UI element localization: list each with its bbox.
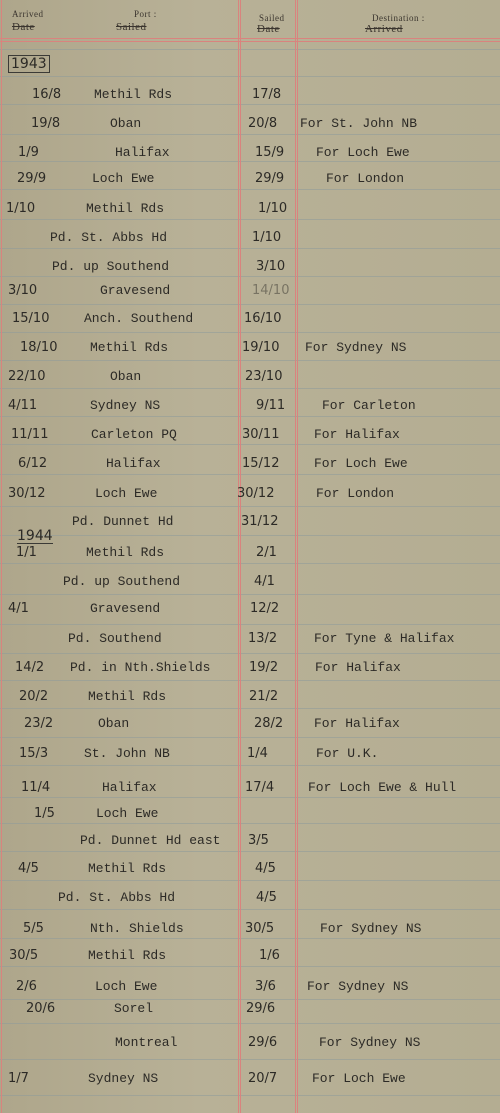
ruled-line: [0, 823, 500, 824]
sailed-date: 30/11: [242, 427, 280, 442]
arrived-date: 15/3: [19, 746, 49, 761]
port-name: Pd. St. Abbs Hd: [50, 230, 168, 245]
destination: For Loch Ewe & Hull: [308, 780, 457, 795]
column-divider-left: [238, 0, 239, 1113]
arrived-date: 22/10: [8, 369, 46, 384]
port-name: Gravesend: [100, 283, 171, 298]
destination: For Halifax: [315, 660, 401, 675]
sailed-date: 3/5: [248, 833, 269, 848]
ruled-line: [0, 1023, 500, 1024]
ruled-line: [0, 416, 500, 417]
ruled-line: [0, 276, 500, 277]
sailed-date: 29/6: [246, 1001, 276, 1016]
header-port: Port :: [134, 9, 157, 19]
ruled-line: [0, 76, 500, 77]
destination: For Halifax: [314, 716, 400, 731]
column-divider-right-double: [297, 0, 298, 1113]
destination: For London: [316, 486, 395, 501]
sailed-date: 17/4: [245, 780, 275, 795]
port-name: Methil Rds: [88, 689, 167, 704]
sailed-date: 31/12: [241, 514, 279, 529]
sailed-date: 3/6: [255, 979, 276, 994]
year-1943: 1943: [8, 55, 50, 73]
arrived-date: 18/10: [20, 340, 58, 355]
ruled-line: [0, 134, 500, 135]
port-name: Sydney NS: [90, 398, 161, 413]
ruled-line: [0, 563, 500, 564]
ruled-line: [0, 49, 500, 50]
sailed-date: 3/10: [256, 259, 286, 274]
ruled-line: [0, 444, 500, 445]
destination: For Carleton: [322, 398, 416, 413]
destination: For Sydney NS: [320, 921, 422, 936]
sailed-date: 16/10: [244, 311, 282, 326]
ruled-line: [0, 966, 500, 967]
header-arrived-date: Date: [12, 21, 35, 33]
sailed-date: 1/4: [247, 746, 268, 761]
port-name: Oban: [110, 369, 142, 384]
ruled-line: [0, 594, 500, 595]
sailed-date: 2/1: [256, 545, 277, 560]
port-name: Pd. Dunnet Hd east: [80, 833, 221, 848]
port-name: Methil Rds: [88, 861, 167, 876]
port-name: Carleton PQ: [91, 427, 177, 442]
sailed-date: 28/2: [254, 716, 284, 731]
ruled-line: [0, 219, 500, 220]
port-name: Pd. in Nth.Shields: [70, 660, 211, 675]
ruled-line: [0, 797, 500, 798]
sailed-date: 12/2: [250, 601, 280, 616]
arrived-date: 4/11: [8, 398, 38, 413]
destination: For London: [326, 171, 405, 186]
arrived-date: 23/2: [24, 716, 54, 731]
port-name: Pd. Dunnet Hd: [72, 514, 174, 529]
sailed-date: 1/10: [258, 201, 288, 216]
ruled-line: [0, 248, 500, 249]
ruled-line: [0, 851, 500, 852]
arrived-date: 1/5: [34, 806, 55, 821]
header-sailed-struck: Sailed: [116, 21, 147, 33]
destination: For St. John NB: [300, 116, 418, 131]
ruled-line: [0, 474, 500, 475]
sailed-date: 29/6: [248, 1035, 278, 1050]
destination: For Loch Ewe: [316, 145, 410, 160]
port-name: Pd. St. Abbs Hd: [58, 890, 176, 905]
destination: For Halifax: [314, 427, 400, 442]
port-name: Sorel: [114, 1001, 154, 1016]
sailed-date: 21/2: [249, 689, 279, 704]
ruled-line: [0, 1059, 500, 1060]
arrived-date: 1/9: [18, 145, 39, 160]
sailed-date: 9/11: [256, 398, 286, 413]
port-name: Sydney NS: [88, 1071, 159, 1086]
port-name: Gravesend: [90, 601, 161, 616]
sailed-date: 20/7: [248, 1071, 278, 1086]
sailed-date: 17/8: [252, 87, 282, 102]
ruled-line: [0, 332, 500, 333]
ruled-line: [0, 535, 500, 536]
header-sailed: Sailed: [259, 13, 285, 23]
column-divider-right: [295, 0, 296, 1113]
arrived-date: 16/8: [32, 87, 62, 102]
port-name: Loch Ewe: [92, 171, 155, 186]
year-1944: 1944: [17, 528, 53, 544]
arrived-date: 3/10: [8, 283, 38, 298]
ruled-line: [0, 737, 500, 738]
sailed-date: 15/9: [255, 145, 285, 160]
ruled-line: [0, 304, 500, 305]
margin-line-left: [1, 0, 2, 1113]
destination: For Sydney NS: [305, 340, 407, 355]
arrived-date: 20/2: [19, 689, 49, 704]
arrived-date: 20/6: [26, 1001, 56, 1016]
arrived-date: 4/1: [8, 601, 29, 616]
destination: For Tyne & Halifax: [314, 631, 455, 646]
destination: For U.K.: [316, 746, 379, 761]
port-name: Pd. up Southend: [52, 259, 170, 274]
ruled-line: [0, 909, 500, 910]
header-arrived-struck: Arrived: [365, 23, 403, 35]
arrived-date: 1/1: [16, 545, 37, 560]
ruled-line: [0, 624, 500, 625]
sailed-date: 4/1: [254, 574, 275, 589]
sailed-date: 30/12: [237, 486, 275, 501]
ruled-line: [0, 999, 500, 1000]
arrived-date: 30/12: [8, 486, 46, 501]
sailed-date: 30/5: [245, 921, 275, 936]
ruled-line: [0, 161, 500, 162]
header-rule: [0, 38, 500, 39]
sailed-date: 19/2: [249, 660, 279, 675]
arrived-date: 1/10: [6, 201, 36, 216]
arrived-date: 15/10: [12, 311, 50, 326]
arrived-date: 1/7: [8, 1071, 29, 1086]
port-name: Loch Ewe: [95, 486, 158, 501]
ruled-line: [0, 765, 500, 766]
destination: For Sydney NS: [307, 979, 409, 994]
arrived-date: 5/5: [23, 921, 44, 936]
port-name: Halifax: [102, 780, 157, 795]
port-name: Nth. Shields: [90, 921, 184, 936]
destination: For Loch Ewe: [312, 1071, 406, 1086]
sailed-date: 4/5: [255, 861, 276, 876]
destination: For Loch Ewe: [314, 456, 408, 471]
ruled-line: [0, 653, 500, 654]
arrived-date: 4/5: [18, 861, 39, 876]
sailed-date: 29/9: [255, 171, 285, 186]
port-name: Halifax: [106, 456, 161, 471]
arrived-date: 11/4: [21, 780, 51, 795]
port-name: Loch Ewe: [95, 979, 158, 994]
port-name: Methil Rds: [88, 948, 167, 963]
arrived-date: 2/6: [16, 979, 37, 994]
arrived-date: 19/8: [31, 116, 61, 131]
port-name: Methil Rds: [90, 340, 169, 355]
ruled-line: [0, 680, 500, 681]
ruled-line: [0, 880, 500, 881]
sailed-date: 14/10: [252, 283, 290, 298]
port-name: Oban: [110, 116, 142, 131]
port-name: Methil Rds: [86, 545, 165, 560]
port-name: St. John NB: [84, 746, 170, 761]
ruled-line: [0, 388, 500, 389]
port-name: Pd. Southend: [68, 631, 162, 646]
sailed-date: 4/5: [256, 890, 277, 905]
sailed-date: 15/12: [242, 456, 280, 471]
header-sailed-date: Date: [257, 23, 280, 35]
sailed-date: 13/2: [248, 631, 278, 646]
arrived-date: 11/11: [11, 427, 49, 442]
sailed-date: 23/10: [245, 369, 283, 384]
port-name: Loch Ewe: [96, 806, 159, 821]
ruled-line: [0, 938, 500, 939]
sailed-date: 19/10: [242, 340, 280, 355]
sailed-date: 20/8: [248, 116, 278, 131]
arrived-date: 30/5: [9, 948, 39, 963]
ruled-line: [0, 360, 500, 361]
destination: For Sydney NS: [319, 1035, 421, 1050]
ruled-line: [0, 1095, 500, 1096]
column-divider-left-double: [240, 0, 241, 1113]
header-rule-double: [0, 41, 500, 42]
ruled-line: [0, 104, 500, 105]
port-name: Halifax: [115, 145, 170, 160]
ruled-line: [0, 506, 500, 507]
ruled-line: [0, 189, 500, 190]
header-arrived: Arrived: [12, 9, 44, 19]
sailed-date: 1/10: [252, 230, 282, 245]
arrived-date: 29/9: [17, 171, 47, 186]
port-name: Methil Rds: [94, 87, 173, 102]
port-name: Montreal: [115, 1035, 178, 1050]
sailed-date: 1/6: [259, 948, 280, 963]
port-name: Anch. Southend: [84, 311, 194, 326]
ruled-line: [0, 708, 500, 709]
arrived-date: 14/2: [15, 660, 45, 675]
arrived-date: 6/12: [18, 456, 48, 471]
port-name: Methil Rds: [86, 201, 165, 216]
port-name: Oban: [98, 716, 130, 731]
header-destination: Destination :: [372, 13, 425, 23]
port-name: Pd. up Southend: [63, 574, 181, 589]
